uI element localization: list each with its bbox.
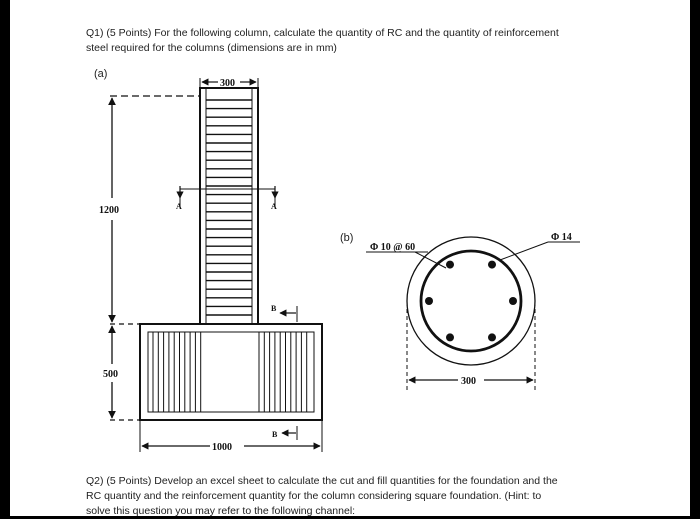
section-b-label-upper: B [271,304,277,313]
section-a-label-right: A [271,202,277,211]
longitudinal-bar [446,261,454,269]
footing-bars [153,332,307,412]
question-2-line-3: solve this question you may refer to the following channel: [86,505,356,517]
base-dim-text: 500 [103,369,118,380]
longitudinal-bar [446,333,454,341]
longitudinal-bar [488,261,496,269]
tie-spec-label: Φ 10 @ 60 [370,242,416,253]
longitudinal-bar [425,297,433,305]
base-width-dim-text: 1000 [212,442,232,453]
section-a-label-left: A [176,202,182,211]
bar-spec-label: Φ 14 [551,232,572,243]
footing-cage [148,332,314,412]
column-elevation [200,88,258,324]
bar-leader [500,242,548,260]
col-width-dim-text: 300 [220,78,235,89]
part-b-label: (b) [340,232,354,244]
longitudinal-bars [425,261,517,342]
longitudinal-bar [488,333,496,341]
question-2-line-2: RC quantity and the reinforcement quantity for the column considering square foundation. (Hint: to [86,490,542,502]
question-2-text [86,474,646,519]
question-1-line-1: Q1) (5 Points) For the following column, calculate the quantity of RC and the quantity of reinforcement [86,27,559,39]
footing-outline [140,324,322,420]
dia-dim-text: 300 [461,376,476,387]
question-2-line-1: Q2) (5 Points) Develop an excel sheet to calculate the cut and fill quantities for the foundation and the [86,475,558,487]
column-ties [206,100,252,315]
circular-section [407,237,535,365]
section-b-label-lower: B [272,430,278,439]
section-tie-circle [421,251,521,351]
longitudinal-bar [509,297,517,305]
footing-elevation [140,324,322,420]
height-dim-text: 1200 [99,205,119,216]
part-a-label: (a) [94,68,108,80]
question-1-line-2: steel required for the columns (dimensions are in mm) [86,42,337,54]
